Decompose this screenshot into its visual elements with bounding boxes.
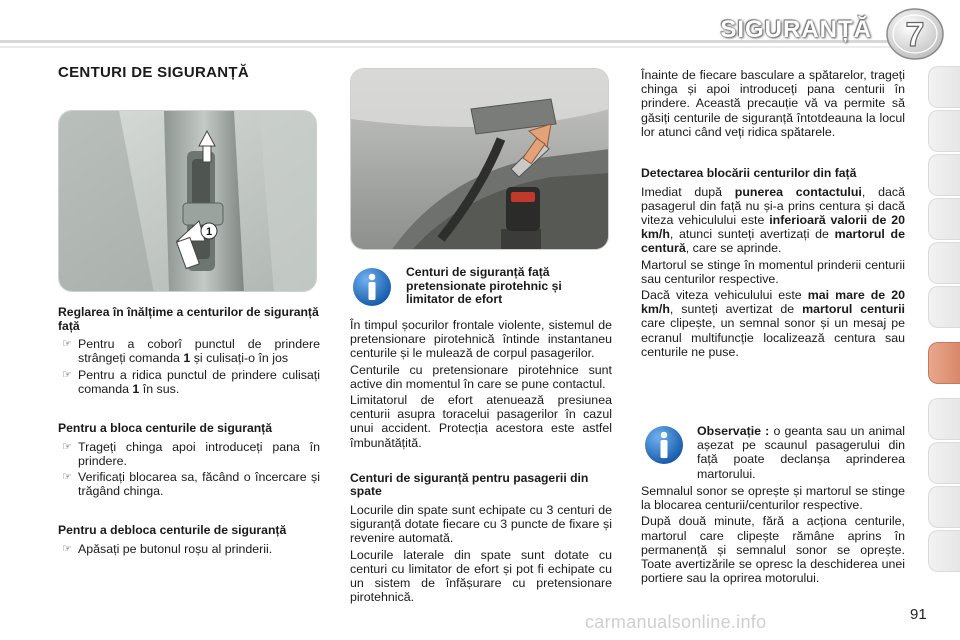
note-paragraph: Observație : o geanta sau un animal așezat pe scaunul pasagerului din față poate declanșa aprinderea martorului. (697, 424, 905, 481)
chapter-tab[interactable] (928, 242, 960, 284)
chapter-tab[interactable] (928, 486, 960, 528)
pointing-hand-icon: ☞ (62, 471, 72, 483)
paragraph: Limitatorul de efort atenuează presiunea centurii asupra toracelui pasagerilor în cazul unui accident. Protecția acestora este astfel îmbunătățită. (350, 393, 612, 450)
chapter-title: SIGURANȚĂ (720, 16, 872, 43)
chapter-tab-active[interactable] (928, 342, 960, 384)
column-right (641, 68, 905, 359)
paragraph: În timpul șocurilor frontale violente, sistemul de pretensionare pirotehnică întinde instantaneu centurile și le mulează de corpul pasagerilor. (350, 318, 612, 361)
paragraph: Locurile din spate sunt echipate cu 3 centuri de siguranță dotate fiecare cu 3 puncte de fixare și revenire automată. (350, 503, 612, 546)
paragraph: Martorul se stinge în momentul prinderii centurii sau centurilor respective. (641, 257, 905, 286)
unlock-heading: Pentru a debloca centurile de siguranță (58, 523, 287, 538)
pretensioner-heading: Centuri de siguranță față pretensionate pirotehnic și limitator de efort (406, 265, 562, 307)
paragraph: Imediat după punerea contactului, dacă pasagerul din față nu și-a prins centura și dacă viteza vehiculului este inferioară valorii de 20 km/h, atunci sunteți avertizați de martorul de centură, care se aprinde. (641, 184, 905, 256)
chapter-tab[interactable] (928, 198, 960, 240)
list-item: ☞ Pentru a ridica punctul de prindere culisați comanda 1 în sus. (62, 367, 320, 396)
chapter-tab[interactable] (928, 442, 960, 484)
paragraph: Înainte de fiecare basculare a spătarelor, trageți chinga și apoi introduceți pana centurii în prindere. Această precauție vă va permite să găsiți centurile de siguranță întotdeauna la locul lor atunci când veți ridica spătarele. (641, 68, 905, 139)
list-item: ☞ Apăsați pe butonul roșu al prinderii. (62, 542, 273, 556)
watermark: carmanualsonline.info (585, 612, 767, 632)
height-adjust-heading: Reglarea în înălțime a centurilor de siguranță față (58, 305, 319, 333)
chapter-tab[interactable] (928, 110, 960, 152)
paragraph: Centurile cu pretensionare pirotehnice sunt active din momentul în care se pune contactul. (350, 362, 612, 391)
paragraph: După două minute, fără a acționa centurile, martorul care clipește rămâne aprins în permanență și semnalul sonor se oprește. Toate avertizările se opresc la deschiderea unei portiere sau la oprirea motorului. (641, 514, 905, 586)
callout-1: 1 (205, 226, 213, 238)
chapter-tabs (928, 66, 960, 586)
paragraph: Locurile laterale din spate sunt dotate cu centuri cu limitator de efort și pot fi echipate cu un sistem de înfășurare cu pretensionare pirotehnică. (350, 547, 612, 605)
list-item: ☞ Trageți chinga apoi introduceți pana în prindere. (62, 439, 320, 468)
detect-heading: Detectarea blocării centurilor din față (641, 166, 857, 181)
pointing-hand-icon: ☞ (62, 440, 72, 453)
note-block (697, 424, 905, 481)
column-right-bottom (641, 484, 905, 585)
page-number: 91 (910, 606, 927, 623)
chapter-tab[interactable] (928, 398, 960, 440)
paragraph: Dacă viteza vehiculului este mai mare de 20 km/h, sunteți avertizat de martorul centurii care clipește, un semnal sonor și un mesaj pe ecranul multifuncție localizează centura sau centurile ne puse. (641, 288, 906, 359)
header-rule-secondary (0, 46, 900, 48)
column-left (58, 306, 320, 556)
chapter-tab[interactable] (928, 154, 960, 196)
paragraph: Semnalul sonor se oprește și martorul se stinge la blocarea centurii/centurilor respective. (641, 484, 905, 513)
column-middle (350, 318, 612, 604)
list-item: ☞ Pentru a coborî punctul de prindere strângeți comanda 1 și culisați-o în jos (62, 337, 320, 366)
pointing-hand-icon: ☞ (62, 368, 72, 381)
pointing-hand-icon: ☞ (62, 338, 72, 351)
chapter-tab[interactable] (928, 66, 960, 108)
section-title: CENTURI DE SIGURANȚĂ (58, 64, 250, 81)
chapter-number-badge (884, 6, 946, 62)
list-item: ☞ Verificați blocarea sa, făcând o încercare și trăgând chinga. (62, 470, 320, 499)
pointing-hand-icon: ☞ (62, 543, 72, 555)
belt-buckle-image (350, 68, 609, 250)
chapter-tab[interactable] (928, 286, 960, 328)
rear-belts-heading: Centuri de siguranță pentru pasagerii din spate (350, 470, 589, 499)
chapter-number: 7 (905, 16, 925, 54)
info-heading-block (406, 266, 606, 307)
lock-heading: Pentru a bloca centurile de siguranță (58, 421, 273, 435)
info-icon (644, 424, 684, 466)
info-icon (352, 266, 392, 308)
chapter-tab[interactable] (928, 530, 960, 572)
belt-height-adjuster-image (58, 110, 317, 292)
